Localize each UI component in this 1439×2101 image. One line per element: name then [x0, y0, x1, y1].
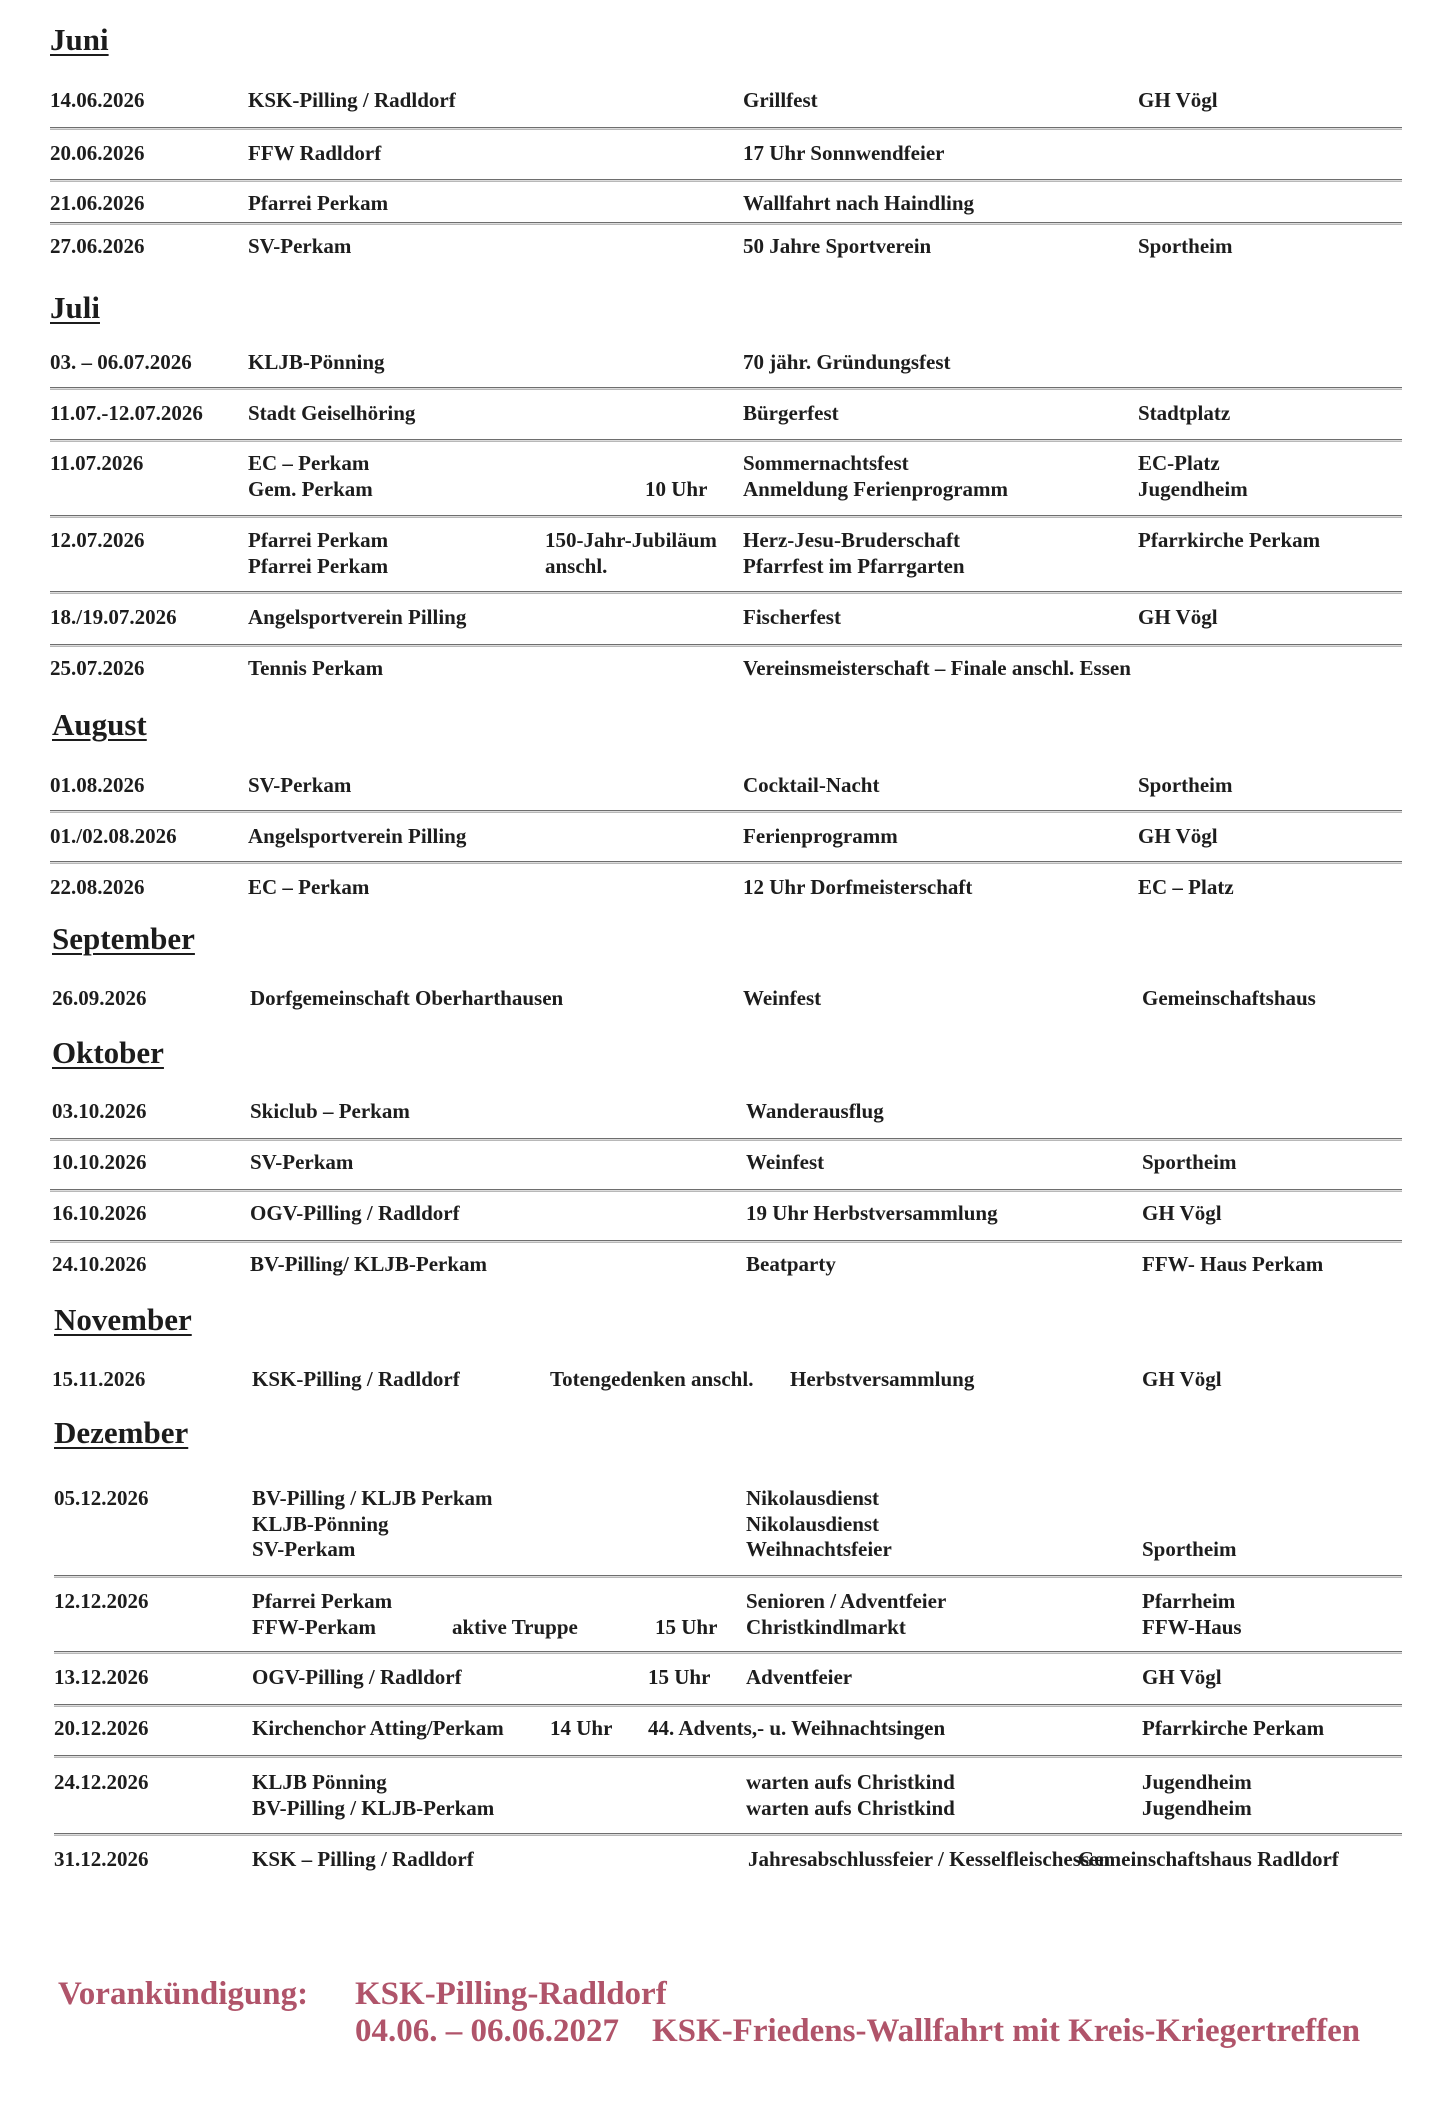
event-date: 11.07.2026: [50, 451, 144, 475]
row-separator: [50, 179, 1402, 182]
event-location: Sportheim: [1142, 1537, 1237, 1561]
row-separator: [54, 1575, 1402, 1578]
event-location: EC – Platz: [1138, 875, 1234, 899]
event-date: 18./19.07.2026: [50, 605, 177, 629]
event-date: 25.07.2026: [50, 656, 145, 680]
event-location: Sportheim: [1138, 773, 1233, 797]
event-date: 01.08.2026: [50, 773, 145, 797]
row-separator: [54, 1833, 1402, 1836]
row-separator: [54, 1755, 1402, 1758]
event-organizer: Stadt Geiselhöring: [248, 401, 416, 425]
event-organizer: Pfarrei Perkam: [248, 191, 389, 215]
event-organizer: Gem. Perkam: [248, 476, 373, 501]
event-title: Adventfeier: [746, 1665, 853, 1689]
event-note: anschl.: [545, 553, 608, 578]
event-organizer: Tennis Perkam: [248, 656, 384, 680]
event-title: Weinfest: [746, 1150, 825, 1174]
month-heading: November: [54, 1302, 192, 1337]
event-title: Wallfahrt nach Haindling: [743, 191, 975, 215]
event-title: Herz-Jesu-Bruderschaft: [743, 528, 960, 552]
event-organizer: Kirchenchor Atting/Perkam: [252, 1716, 504, 1740]
row-separator: [50, 515, 1402, 518]
event-title: Senioren / Adventfeier: [746, 1589, 947, 1613]
event-date: 01./02.08.2026: [50, 824, 177, 848]
event-title: Fischerfest: [743, 605, 841, 629]
event-location: Jugendheim: [1142, 1770, 1252, 1794]
row-separator: [50, 127, 1402, 130]
event-date: 10.10.2026: [52, 1150, 147, 1174]
event-location: Stadtplatz: [1138, 401, 1231, 425]
event-location: EC-Platz: [1138, 451, 1220, 475]
event-organizer: Skiclub – Perkam: [250, 1099, 410, 1123]
event-organizer: OGV-Pilling / Radldorf: [252, 1665, 462, 1689]
event-location: Gemeinschaftshaus Radldorf: [1078, 1847, 1339, 1871]
event-organizer: KLJB-Pönning: [248, 350, 385, 374]
event-title: Pfarrfest im Pfarrgarten: [743, 553, 965, 578]
event-date: 12.12.2026: [54, 1589, 149, 1613]
month-heading: September: [52, 921, 195, 956]
event-location: Pfarrkirche Perkam: [1138, 528, 1321, 552]
event-note: 10 Uhr: [645, 476, 708, 501]
event-date: 24.10.2026: [52, 1252, 147, 1276]
event-title: Cocktail-Nacht: [743, 773, 880, 797]
event-title: Jahresabschlussfeier / Kesselfleischessen: [748, 1847, 1111, 1871]
event-date: 15.11.2026: [52, 1367, 146, 1391]
event-title: Vereinsmeisterschaft – Finale anschl. Essen: [743, 656, 1131, 680]
event-organizer: Angelsportverein Pilling: [248, 605, 467, 629]
event-date: 13.12.2026: [54, 1665, 149, 1689]
event-location: GH Vögl: [1142, 1665, 1222, 1689]
event-date: 21.06.2026: [50, 191, 145, 215]
event-title: Beatparty: [746, 1252, 836, 1276]
event-time: 15 Uhr: [655, 1614, 718, 1639]
event-date: 11.07.-12.07.2026: [50, 401, 203, 425]
event-organizer: SV-Perkam: [248, 234, 352, 258]
event-location: FFW- Haus Perkam: [1142, 1252, 1324, 1276]
event-title: Grillfest: [743, 88, 818, 112]
row-separator: [50, 591, 1402, 594]
event-location: GH Vögl: [1142, 1367, 1222, 1391]
event-location: Sportheim: [1138, 234, 1233, 258]
event-location: FFW-Haus: [1142, 1614, 1242, 1639]
event-organizer: Pfarrei Perkam: [252, 1589, 393, 1613]
announcement-event: KSK-Friedens-Wallfahrt mit Kreis-Kriegertreffen: [652, 2013, 1361, 2049]
event-organizer: FFW-Perkam: [252, 1614, 377, 1639]
event-title: Wanderausflug: [746, 1099, 884, 1123]
event-note: aktive Truppe: [452, 1614, 578, 1639]
event-title: 44. Advents,- u. Weihnachtsingen: [648, 1716, 946, 1740]
event-organizer: EC – Perkam: [248, 451, 370, 475]
event-organizer: Pfarrei Perkam: [248, 553, 389, 578]
event-title: Christkindlmarkt: [746, 1614, 906, 1639]
event-organizer: BV-Pilling / KLJB-Perkam: [252, 1795, 495, 1820]
event-title: Weihnachtsfeier: [746, 1537, 892, 1561]
event-date: 31.12.2026: [54, 1847, 149, 1871]
row-separator: [50, 439, 1402, 442]
event-date: 12.07.2026: [50, 528, 145, 552]
event-title: warten aufs Christkind: [746, 1795, 955, 1820]
event-organizer: KSK – Pilling / Radldorf: [252, 1847, 474, 1871]
event-note: 14 Uhr: [550, 1716, 613, 1740]
event-title: Ferienprogramm: [743, 824, 898, 848]
event-organizer: SV-Perkam: [248, 773, 352, 797]
event-location: Sportheim: [1142, 1150, 1237, 1174]
event-organizer: Dorfgemeinschaft Oberharthausen: [250, 986, 564, 1010]
event-location: Pfarrheim: [1142, 1589, 1236, 1613]
event-location: Jugendheim: [1138, 476, 1248, 501]
event-organizer: KSK-Pilling / Radldorf: [248, 88, 456, 112]
event-date: 24.12.2026: [54, 1770, 149, 1794]
row-separator: [50, 387, 1402, 390]
event-location: GH Vögl: [1138, 605, 1218, 629]
event-title: Herbstversammlung: [790, 1367, 975, 1391]
event-title: 19 Uhr Herbstversammlung: [746, 1201, 998, 1225]
event-organizer: BV-Pilling/ KLJB-Perkam: [250, 1252, 488, 1276]
announcement-label: Vorankündigung:: [58, 1976, 309, 2012]
event-title: warten aufs Christkind: [746, 1770, 955, 1794]
event-note: 150-Jahr-Jubiläum: [545, 528, 717, 552]
event-note: Totengedenken anschl.: [550, 1367, 754, 1391]
event-date: 26.09.2026: [52, 986, 147, 1010]
event-title: Bürgerfest: [743, 401, 839, 425]
event-title: Nikolausdienst: [746, 1511, 880, 1536]
month-heading: Oktober: [52, 1035, 164, 1070]
row-separator: [54, 1651, 1402, 1654]
event-location: Jugendheim: [1142, 1795, 1252, 1820]
event-date: 16.10.2026: [52, 1201, 147, 1225]
event-date: 03.10.2026: [52, 1099, 147, 1123]
event-title: Nikolausdienst: [746, 1486, 880, 1510]
event-organizer: KLJB-Pönning: [252, 1511, 389, 1536]
announcement-dates: 04.06. – 06.06.2027: [355, 2013, 619, 2049]
row-separator: [50, 1138, 1402, 1141]
event-organizer: OGV-Pilling / Radldorf: [250, 1201, 460, 1225]
event-location: GH Vögl: [1142, 1201, 1222, 1225]
event-title: Anmeldung Ferienprogramm: [743, 476, 1009, 501]
event-location: GH Vögl: [1138, 88, 1218, 112]
event-title: 70 jähr. Gründungsfest: [743, 350, 951, 374]
event-title: Weinfest: [743, 986, 822, 1010]
event-organizer: KSK-Pilling / Radldorf: [252, 1367, 460, 1391]
event-organizer: KLJB Pönning: [252, 1770, 387, 1794]
row-separator: [50, 644, 1402, 647]
event-date: 27.06.2026: [50, 234, 145, 258]
event-time: 15 Uhr: [648, 1665, 711, 1689]
announcement-organizer: KSK-Pilling-Radldorf: [355, 1976, 667, 2012]
row-separator: [50, 1189, 1402, 1192]
event-organizer: SV-Perkam: [250, 1150, 354, 1174]
row-separator: [50, 222, 1402, 225]
event-date: 05.12.2026: [54, 1486, 149, 1510]
month-heading: Juli: [50, 290, 100, 325]
event-date: 22.08.2026: [50, 875, 145, 899]
event-title: Sommernachtsfest: [743, 451, 909, 475]
event-organizer: EC – Perkam: [248, 875, 370, 899]
month-heading: Dezember: [54, 1415, 189, 1450]
event-organizer: Pfarrei Perkam: [248, 528, 389, 552]
event-location: Gemeinschaftshaus: [1142, 986, 1316, 1010]
row-separator: [50, 861, 1402, 864]
event-title: 12 Uhr Dorfmeisterschaft: [743, 875, 973, 899]
month-heading: Juni: [50, 22, 109, 57]
row-separator: [50, 1240, 1402, 1243]
event-date: 20.06.2026: [50, 141, 145, 165]
event-organizer: BV-Pilling / KLJB Perkam: [252, 1486, 493, 1510]
event-organizer: Angelsportverein Pilling: [248, 824, 467, 848]
event-title: 50 Jahre Sportverein: [743, 234, 932, 258]
event-location: GH Vögl: [1138, 824, 1218, 848]
event-date: 14.06.2026: [50, 88, 145, 112]
event-organizer: FFW Radldorf: [248, 141, 382, 165]
month-heading: August: [52, 707, 147, 742]
event-date: 03. – 06.07.2026: [50, 350, 192, 374]
row-separator: [54, 1704, 1402, 1707]
event-organizer: SV-Perkam: [252, 1537, 356, 1561]
row-separator: [50, 810, 1402, 813]
event-location: Pfarrkirche Perkam: [1142, 1716, 1325, 1740]
event-title: 17 Uhr Sonnwendfeier: [743, 141, 945, 165]
event-date: 20.12.2026: [54, 1716, 149, 1740]
